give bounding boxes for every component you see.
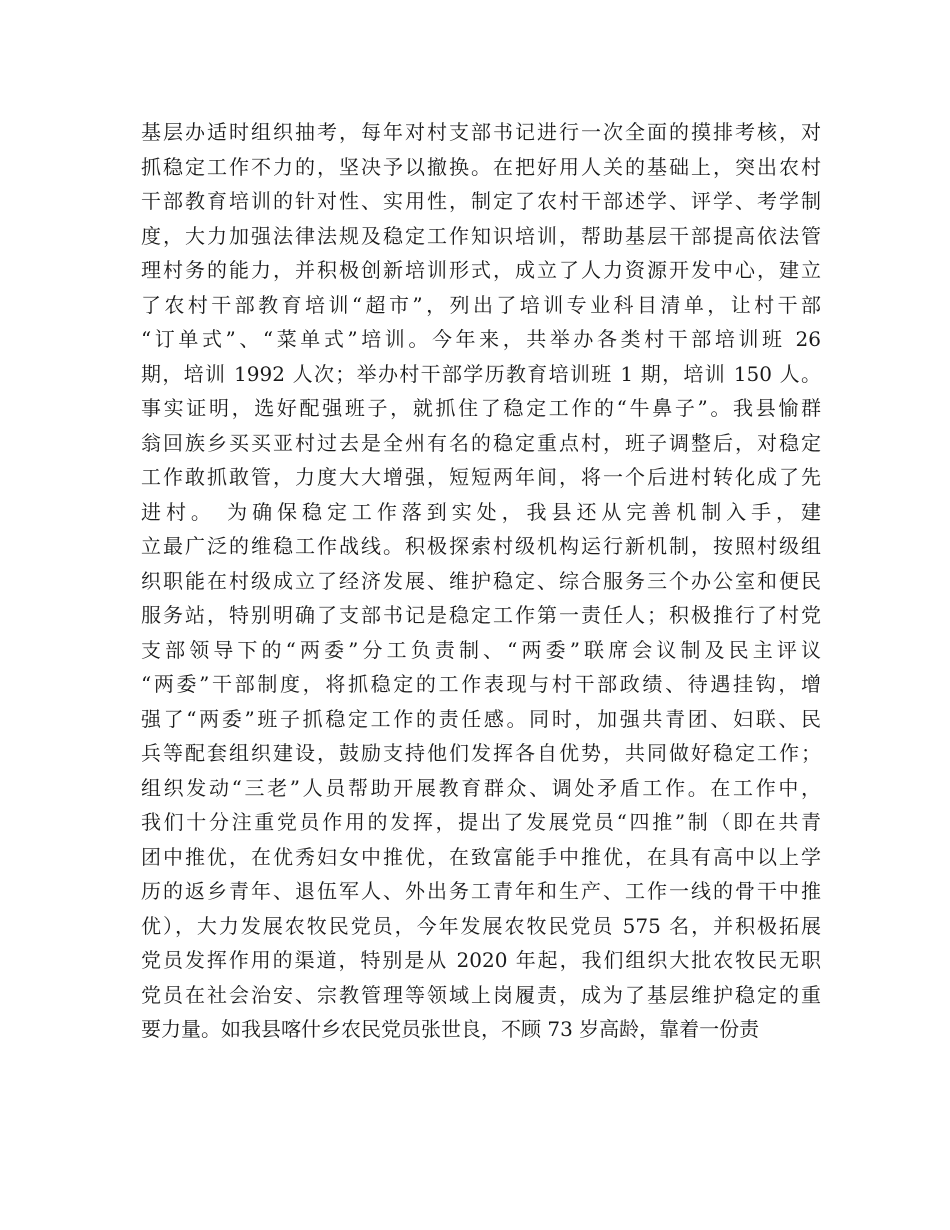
text-line: 党员发挥作用的渠道，特别是从 2020 年起，我们组织大批农牧民无职 <box>141 948 821 972</box>
text-line: 度，大力加强法律法规及稳定工作知识培训，帮助基层干部提高依法管 <box>141 223 821 248</box>
text-line: 优），大力发展农牧民党员，今年发展农牧民党员 575 名，并积极拓展 <box>141 913 821 938</box>
text-line: 理村务的能力，并积极创新培训形式，成立了人力资源开发中心，建立 <box>141 258 821 282</box>
text-line: “两委”干部制度，将抓稳定的工作表现与村干部政绩、待遇挂钩，增 <box>141 672 821 696</box>
text-line: 立最广泛的维稳工作战线。积极探索村级机构运行新机制，按照村级组 <box>141 534 821 558</box>
text-line: 我们十分注重党员作用的发挥，提出了发展党员“四推”制（即在共青 <box>141 810 821 834</box>
text-line: 团中推优，在优秀妇女中推优，在致富能手中推优，在具有高中以上学 <box>141 844 821 869</box>
text-line: 工作敢抓敢管，力度大大增强，短短两年间，将一个后进村转化成了先 <box>141 465 821 489</box>
text-line: 党员在社会治安、宗教管理等领域上岗履责，成为了基层维护稳定的重 <box>141 982 821 1007</box>
text-line: 进村。 为确保稳定工作落到实处，我县还从完善机制入手，建 <box>141 499 821 524</box>
text-line: 支部领导下的“两委”分工负责制、“两委”联席会议制及民主评议 <box>141 637 821 662</box>
text-line: 期，培训 1992 人次；举办村干部学历教育培训班 1 期，培训 150 人。 <box>141 361 821 386</box>
text-line: 强了“两委”班子抓稳定工作的责任感。同时，加强共青团、妇联、民 <box>141 706 821 731</box>
text-line: 服务站，特别明确了支部书记是稳定工作第一责任人；积极推行了村党 <box>141 603 821 627</box>
text-line: 事实证明，选好配强班子，就抓住了稳定工作的“牛鼻子”。我县愉群 <box>141 396 821 420</box>
text-line: 抓稳定工作不力的，坚决予以撤换。在把好用人关的基础上，突出农村 <box>141 154 821 179</box>
text-line: 历的返乡青年、退伍军人、外出务工青年和生产、工作一线的骨干中推 <box>141 879 821 903</box>
body-paragraph <box>141 115 821 1047</box>
text-line: “订单式”、“菜单式”培训。今年来，共举办各类村干部培训班 26 <box>141 327 821 351</box>
text-line: 干部教育培训的针对性、实用性，制定了农村干部述学、评学、考学制 <box>141 189 821 213</box>
text-line: 组织发动“三老”人员帮助开展教育群众、调处矛盾工作。在工作中， <box>141 775 821 800</box>
text-line: 翁回族乡买买亚村过去是全州有名的稳定重点村，班子调整后，对稳定 <box>141 430 821 455</box>
text-line: 了农村干部教育培训“超市”，列出了培训专业科目清单，让村干部 <box>141 292 821 317</box>
text-line: 基层办适时组织抽考，每年对村支部书记进行一次全面的摸排考核，对 <box>141 120 821 144</box>
text-line: 织职能在村级成立了经济发展、维护稳定、综合服务三个办公室和便民 <box>141 568 821 593</box>
text-line: 要力量。如我县喀什乡农民党员张世良，不顾 73 岁高龄，靠着一份责 <box>141 1017 760 1041</box>
text-line: 兵等配套组织建设，鼓励支持他们发挥各自优势，共同做好稳定工作； <box>141 741 821 765</box>
